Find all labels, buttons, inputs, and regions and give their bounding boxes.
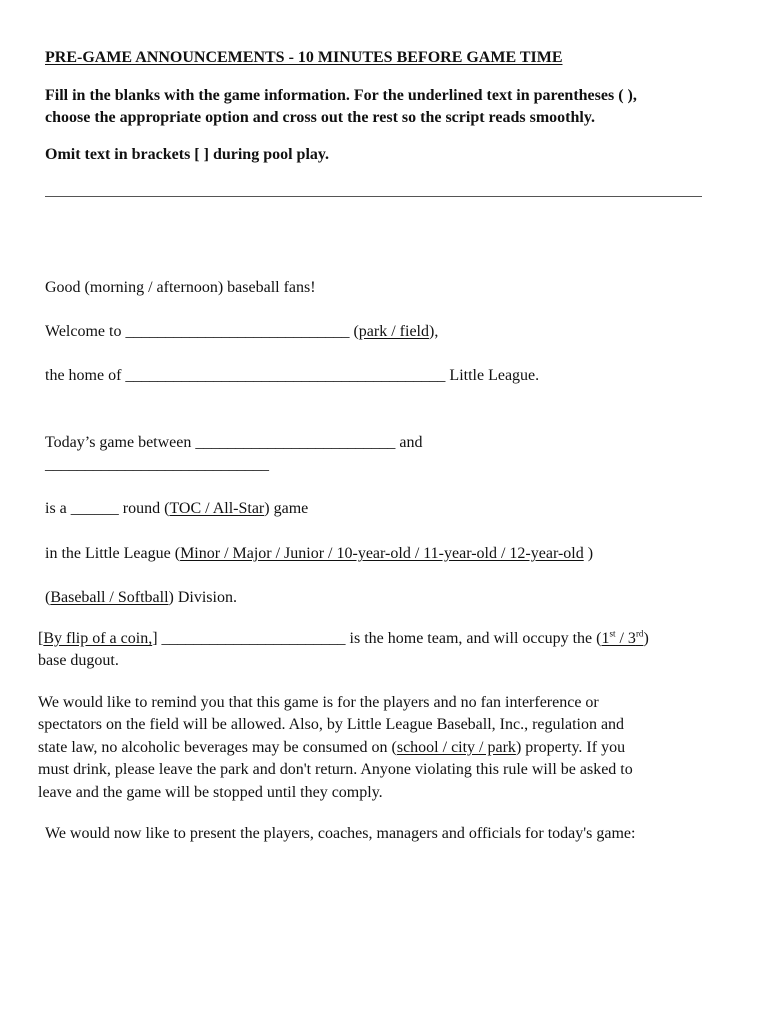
league-options: Minor / Major / Junior / 10-year-old / 11-year-old / 12-year-old: [180, 545, 584, 562]
league-pre: in the Little League (: [45, 545, 181, 562]
home-team-text: ] _______________________ is the home team, and will occupy the (: [152, 630, 602, 647]
dugout-first-suffix: st: [609, 628, 616, 639]
teams-line-2: ____________________________: [45, 456, 269, 473]
dugout-line: base dugout.: [38, 652, 119, 669]
dugout-options: [601, 630, 643, 647]
reminder-line-3-post: ) property. If you: [515, 739, 626, 756]
greeting-line: Good (morning / afternoon) baseball fans!: [45, 279, 316, 296]
round-pre: is a ______ round (: [45, 500, 170, 517]
presentation-line: We would now like to present the players, coaches, managers and officials for today's game:: [45, 825, 636, 842]
home-team-line: [38, 628, 649, 650]
teams-line-1: Today’s game between _________________________ and: [45, 434, 423, 451]
reminder-line-3: [38, 737, 625, 759]
reminder-line-1: We would like to remind you that this game is for the players and no fan interference or: [38, 694, 599, 711]
property-options: school / city / park: [396, 739, 516, 756]
round-line: [45, 498, 308, 520]
league-post: ): [583, 545, 594, 562]
welcome-line: [45, 321, 438, 343]
dugout-separator: / 3: [615, 630, 636, 647]
round-post: ) game: [264, 500, 309, 517]
reminder-line-5: leave and the game will be stopped until they comply.: [38, 784, 383, 801]
division-line: [45, 587, 237, 609]
division-options: Baseball / Softball: [50, 589, 169, 606]
page-title: PRE-GAME ANNOUNCEMENTS - 10 MINUTES BEFORE GAME TIME: [45, 49, 563, 66]
instruction-line-2: choose the appropriate option and cross out the rest so the script reads smoothly.: [45, 109, 595, 126]
dugout-first: 1: [601, 630, 610, 647]
venue-options: park / field: [358, 323, 429, 340]
instruction-line-3: Omit text in brackets [ ] during pool play.: [45, 146, 330, 163]
reminder-line-4: must drink, please leave the park and don't return. Anyone violating this rule will be asked to: [38, 761, 633, 778]
instruction-line-1: Fill in the blanks with the game information. For the underlined text in parentheses ( ),: [45, 87, 637, 104]
division-post: ) Division.: [168, 589, 237, 606]
dugout-third-suffix: rd: [635, 628, 644, 639]
reminder-line-2: spectators on the field will be allowed. Also, by Little League Baseball, Inc., regulation and: [38, 716, 625, 733]
flip-open-bracket: [: [38, 630, 44, 647]
division-pre: (: [45, 589, 51, 606]
league-line: [45, 543, 593, 565]
welcome-post: ),: [429, 323, 439, 340]
dugout-close: ): [643, 630, 649, 647]
home-league-line: the home of ________________________________________ Little League.: [45, 367, 540, 384]
divider-line: [45, 196, 702, 197]
coin-flip-text: By flip of a coin,: [43, 630, 153, 647]
reminder-line-3-pre: state law, no alcoholic beverages may be consumed on (: [38, 739, 397, 756]
round-options: TOC / All-Star: [169, 500, 265, 517]
welcome-pre: Welcome to ____________________________ (: [45, 323, 359, 340]
